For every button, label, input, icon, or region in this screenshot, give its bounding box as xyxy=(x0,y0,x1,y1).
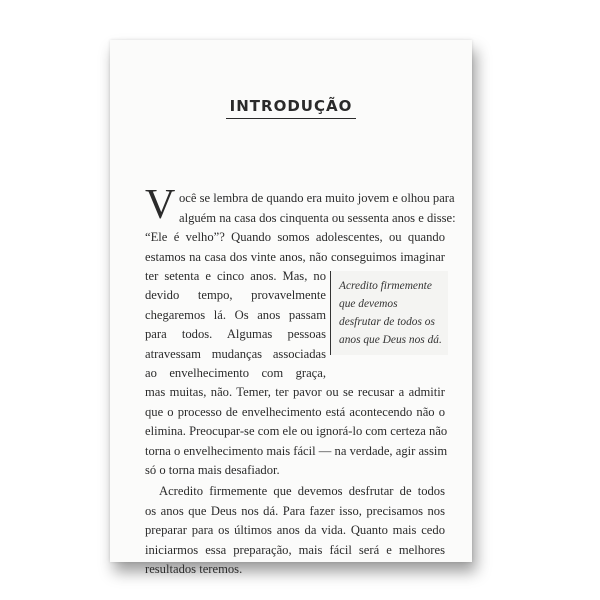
text-line: alguém na casa dos cinquenta ou sessenta anos e disse: xyxy=(179,210,456,225)
pull-quote xyxy=(330,271,448,355)
text-line: resultados teremos. xyxy=(145,562,243,576)
paragraph-1-top xyxy=(179,189,456,228)
text-line: os anos que Deus nos dá. Para fazer isso, precisamos nos xyxy=(145,503,445,518)
text-line: Acredito firmemente que devemos desfrutar de todos xyxy=(159,484,445,498)
pull-quote-line: que devemos xyxy=(339,298,398,310)
paragraph-1-rest xyxy=(145,383,448,481)
text-line: que o processo de envelhecimento está acontecendo não o xyxy=(145,404,445,419)
drop-cap: V xyxy=(145,182,176,228)
pull-quote-line: desfrutar de todos os xyxy=(339,316,435,328)
text-line: chegaremos lá. Os anos passam xyxy=(145,307,326,322)
chapter-title xyxy=(110,97,472,119)
text-line: elimina. Preocupar-se com ele ou ignorá-lo com certeza não xyxy=(145,424,448,438)
pull-quote-line: anos que Deus nos dá. xyxy=(339,334,442,346)
text-line: para todos. Algumas pessoas xyxy=(145,327,326,341)
text-line: preparar para os últimos anos da vida. Quanto mais cedo xyxy=(145,523,445,537)
paragraph-1-beside-quote xyxy=(145,286,326,384)
paragraph-2 xyxy=(145,482,445,580)
text-line: só o torna mais desafiador. xyxy=(145,463,280,477)
pull-quote-line: Acredito firmemente xyxy=(339,280,432,292)
text-line: estamos na casa dos vinte anos, não conseguimos imaginar xyxy=(145,249,445,264)
text-line: ocê se lembra de quando era muito jovem e olhou para xyxy=(179,191,455,205)
text-line: “Ele é velho”? Quando somos adolescentes, ou quando xyxy=(145,230,445,244)
text-line: devido tempo, provavelmente xyxy=(145,288,326,302)
text-line: iniciarmos essa preparação, mais fácil será e melhores xyxy=(145,542,445,557)
text-line: mas muitas, não. Temer, ter pavor ou se recusar a admitir xyxy=(145,385,445,399)
text-line: ter setenta e cinco anos. Mas, no xyxy=(145,269,326,283)
text-line: torna o envelhecimento mais fácil — na verdade, agir assim xyxy=(145,443,448,458)
text-line: ao envelhecimento com graça, xyxy=(145,366,326,380)
chapter-title-text: INTRODUÇÃO xyxy=(226,97,357,119)
text-line: atravessam mudanças associadas xyxy=(145,346,326,361)
